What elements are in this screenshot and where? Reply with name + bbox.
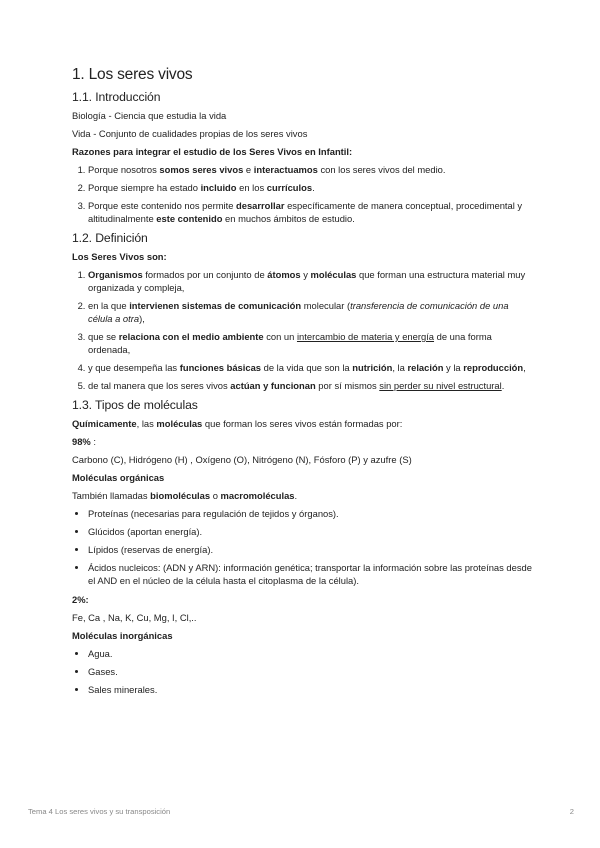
reasons-heading: Razones para integrar el estudio de los Seres Vivos en Infantil:	[72, 146, 353, 157]
paragraph: Fe, Ca , Na, K, Cu, Mg, I, Cl,..	[72, 612, 197, 623]
footer-title: Tema 4 Los seres vivos y su transposición	[28, 807, 171, 816]
page-footer	[28, 807, 574, 816]
page-title: 1. Los seres vivos	[72, 66, 193, 83]
list-item: • Agua.	[88, 647, 532, 660]
section-title-introduccion: 1.1. Introducción	[72, 90, 161, 104]
inorganic-heading: Moléculas inorgánicas	[72, 630, 173, 641]
paragraph: 98% :	[72, 436, 96, 447]
list-item: 2. en la que intervienen sistemas de comunicación molecular (transferencia de comunicación de una célula a otra),	[88, 299, 532, 325]
list-item: • Glúcidos (aportan energía).	[88, 525, 532, 538]
paragraph: También llamadas biomoléculas o macromoléculas.	[72, 490, 298, 501]
page-number: 2	[569, 807, 574, 816]
list-item: 3. que se relaciona con el medio ambiente con un intercambio de materia y energía de una forma ordenada,	[88, 330, 532, 356]
list-item: • Proteínas (necesarias para regulación de tejidos y órganos).	[88, 507, 532, 520]
inorganic-list	[72, 647, 532, 696]
list-item: • Sales minerales.	[88, 683, 532, 696]
organic-heading: Moléculas orgánicas	[72, 472, 165, 483]
document-body	[72, 64, 532, 702]
list-item: 1. Organismos formados por un conjunto de átomos y moléculas que forman una estructura material muy organizada y compleja,	[88, 268, 532, 294]
list-item: 4. y que desempeña las funciones básicas de la vida que son la nutrición, la relación y la reproducción,	[88, 361, 532, 374]
list-item: • Ácidos nucleicos: (ADN y ARN): información genética; transportar la información sobre las proteínas desde el AND en el núcleo de la célula hasta el citoplasma de la célula).	[88, 561, 532, 587]
list-item: 3. Porque este contenido nos permite desarrollar específicamente de manera conceptual, procedimental y altitudinalmente este contenido en muchos ámbitos de estudio.	[88, 199, 532, 225]
organic-list	[72, 507, 532, 587]
definition-heading: Los Seres Vivos son:	[72, 251, 167, 262]
list-item: 5. de tal manera que los seres vivos actúan y funcionan por sí mismos sin perder su nivel estructural.	[88, 379, 532, 392]
list-item: 2. Porque siempre ha estado incluido en los currículos.	[88, 181, 532, 194]
paragraph: Químicamente, las moléculas que forman los seres vivos están formadas por:	[72, 418, 403, 429]
list-item: • Gases.	[88, 665, 532, 678]
list-item: 1. Porque nosotros somos seres vivos e interactuamos con los seres vivos del medio.	[88, 163, 532, 176]
list-item: • Lípidos (reservas de energía).	[88, 543, 532, 556]
reasons-list	[72, 163, 532, 225]
definition-list	[72, 268, 532, 392]
paragraph: Carbono (C), Hidrógeno (H) , Oxígeno (O), Nitrógeno (N), Fósforo (P) y azufre (S)	[72, 454, 412, 465]
paragraph: Vida - Conjunto de cualidades propias de los seres vivos	[72, 128, 308, 139]
section-title-tipos: 1.3. Tipos de moléculas	[72, 398, 198, 412]
section-title-definicion: 1.2. Definición	[72, 231, 148, 245]
paragraph: Biología - Ciencia que estudia la vida	[72, 110, 227, 121]
pct2-heading: 2%:	[72, 594, 89, 605]
